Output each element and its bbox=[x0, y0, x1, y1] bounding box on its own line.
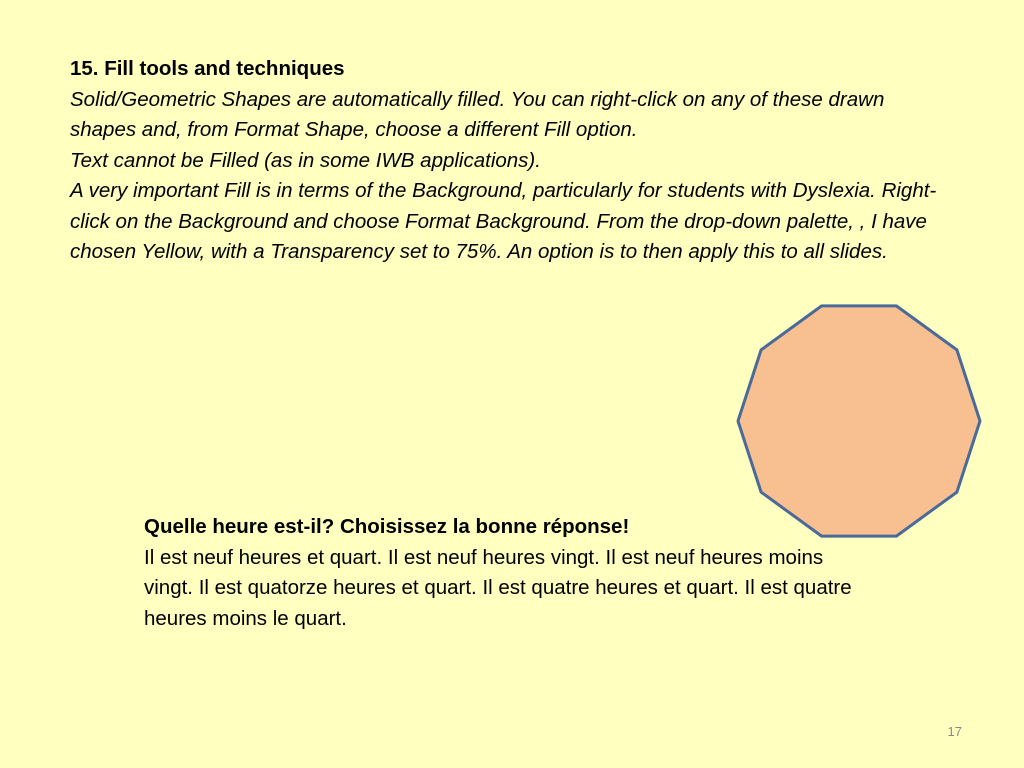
french-question-heading: Quelle heure est-il? Choisissez la bonne réponse! bbox=[144, 515, 630, 538]
top-text-block bbox=[70, 54, 940, 268]
decagon-polygon[interactable] bbox=[738, 306, 980, 536]
paragraph-shapes-fill: Solid/Geometric Shapes are automatically filled. You can right-click on any of these drawn shapes and, from Format Shape, choose a different Fill option. bbox=[70, 87, 885, 141]
paragraph-text-fill: Text cannot be Filled (as in some IWB applications). bbox=[70, 148, 541, 172]
paragraph-background-fill: A very important Fill is in terms of the Background, particularly for students with Dyslexia. Right-click on the Background and choose Format Background. From the drop-down palette, , I have chosen Yellow, with a Transparency set to 75%. An option is to then apply this to all slides. bbox=[70, 179, 937, 263]
bottom-text-block bbox=[144, 512, 864, 634]
slide-heading: 15. Fill tools and techniques bbox=[70, 57, 345, 80]
french-answer-options: Il est neuf heures et quart. Il est neuf heures vingt. Il est neuf heures moins vingt. Il est quatorze heures et quart. Il est quatre heures et quart. Il est quatre heures moins le quart. bbox=[144, 545, 852, 630]
page-number: 17 bbox=[947, 724, 962, 739]
